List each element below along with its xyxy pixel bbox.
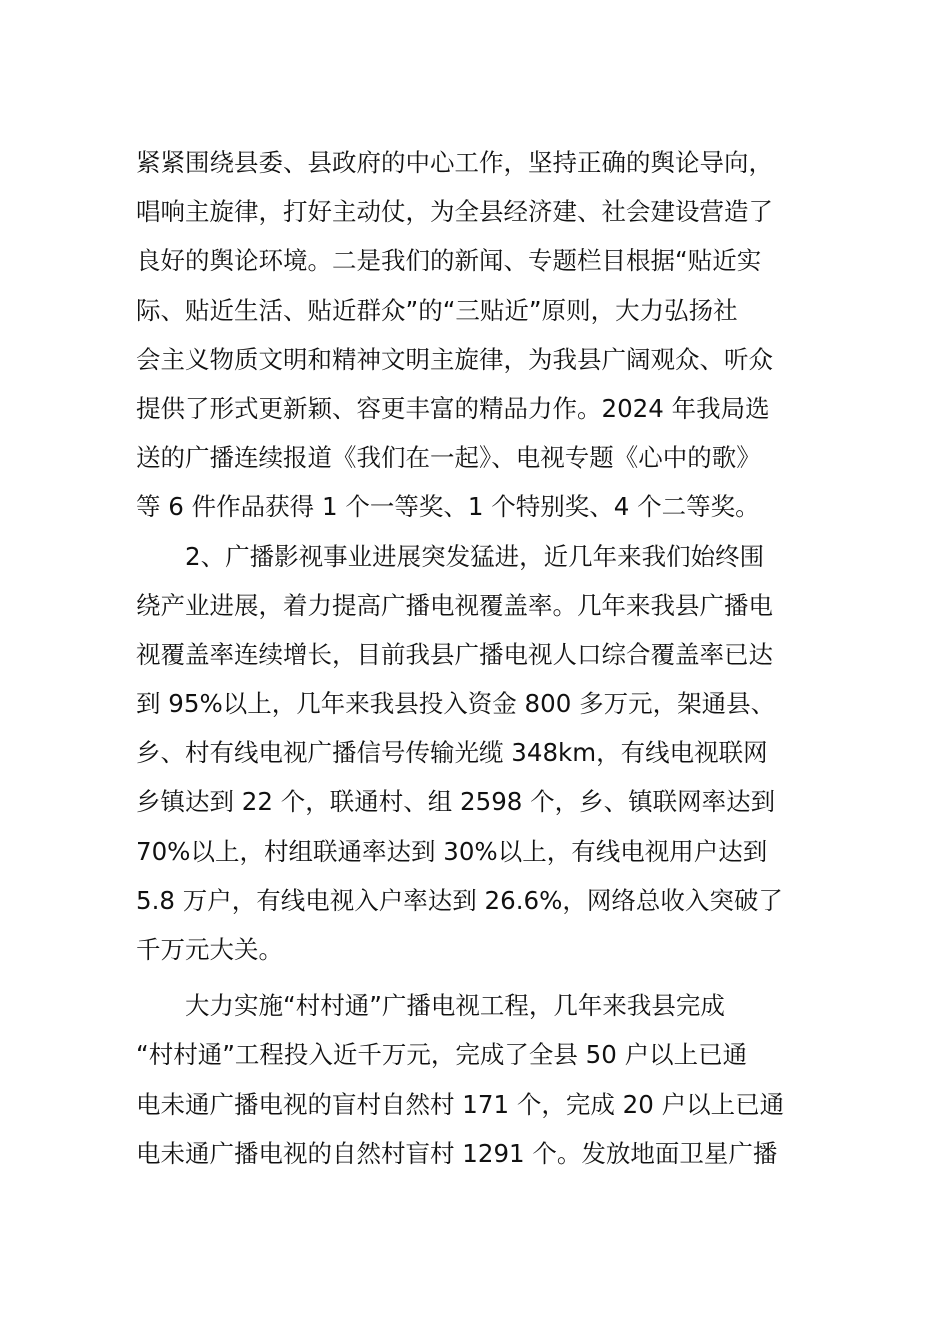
text-line: 乡、村有线电视广播信号传输光缆 348km，有线电视联网: [136, 738, 768, 768]
body-text: [136, 138, 816, 1178]
text-line: 际、贴近生活、贴近群众”的“三贴近”原则，大力弘扬社: [136, 295, 738, 325]
paragraph-gap: [136, 974, 816, 981]
text-line: 大力实施“村村通”广播电视工程，几年来我县完成: [136, 991, 725, 1021]
text-line: 提供了形式更新颖、容更丰富的精品力作。2024 年我局选: [136, 393, 770, 423]
text-line: 等 6 件作品获得 1 个一等奖、1 个特别奖、4 个二等奖。: [136, 492, 760, 522]
text-line: 绕产业进展，着力提高广播电视覆盖率。几年来我县广播电: [136, 590, 773, 620]
text-line: 到 95%以上，几年来我县投入资金 800 多万元，架通县、: [136, 689, 776, 719]
text-line: 千万元大关。: [136, 935, 283, 964]
text-line: 送的广播连续报道《我们在一起》、电视专题《心中的歌》: [136, 443, 761, 473]
text-line: 5.8 万户，有线电视入户率达到 26.6%，网络总收入突破了: [136, 885, 783, 915]
text-line: 70%以上，村组联通率达到 30%以上，有线电视用户达到: [136, 836, 768, 866]
text-line: 电未通广播电视的自然村盲村 1291 个。发放地面卫星广播: [136, 1138, 778, 1168]
text-line: 紧紧围绕县委、县政府的中心工作，坚持正确的舆论导向，: [136, 148, 773, 177]
text-line: 2、广播影视事业进展突发猛进，近几年来我们始终围: [136, 541, 765, 571]
text-line: “村村通”工程投入近千万元，完成了全县 50 户以上已通: [136, 1040, 748, 1070]
text-line: 乡镇达到 22 个，联通村、组 2598 个，乡、镇联网率达到: [136, 787, 776, 817]
text-line: 良好的舆论环境。二是我们的新闻、专题栏目根据“贴近实: [136, 246, 762, 276]
text-line: 视覆盖率连续增长，目前我县广播电视人口综合覆盖率已达: [136, 639, 773, 669]
text-line: 会主义物质文明和精神文明主旋律，为我县广阔观众、听众: [136, 344, 773, 374]
text-line: 电未通广播电视的盲村自然村 171 个，完成 20 户以上已通: [136, 1089, 785, 1119]
text-line: 唱响主旋律，打好主动仗，为全县经济建、社会建设营造了: [136, 197, 773, 227]
